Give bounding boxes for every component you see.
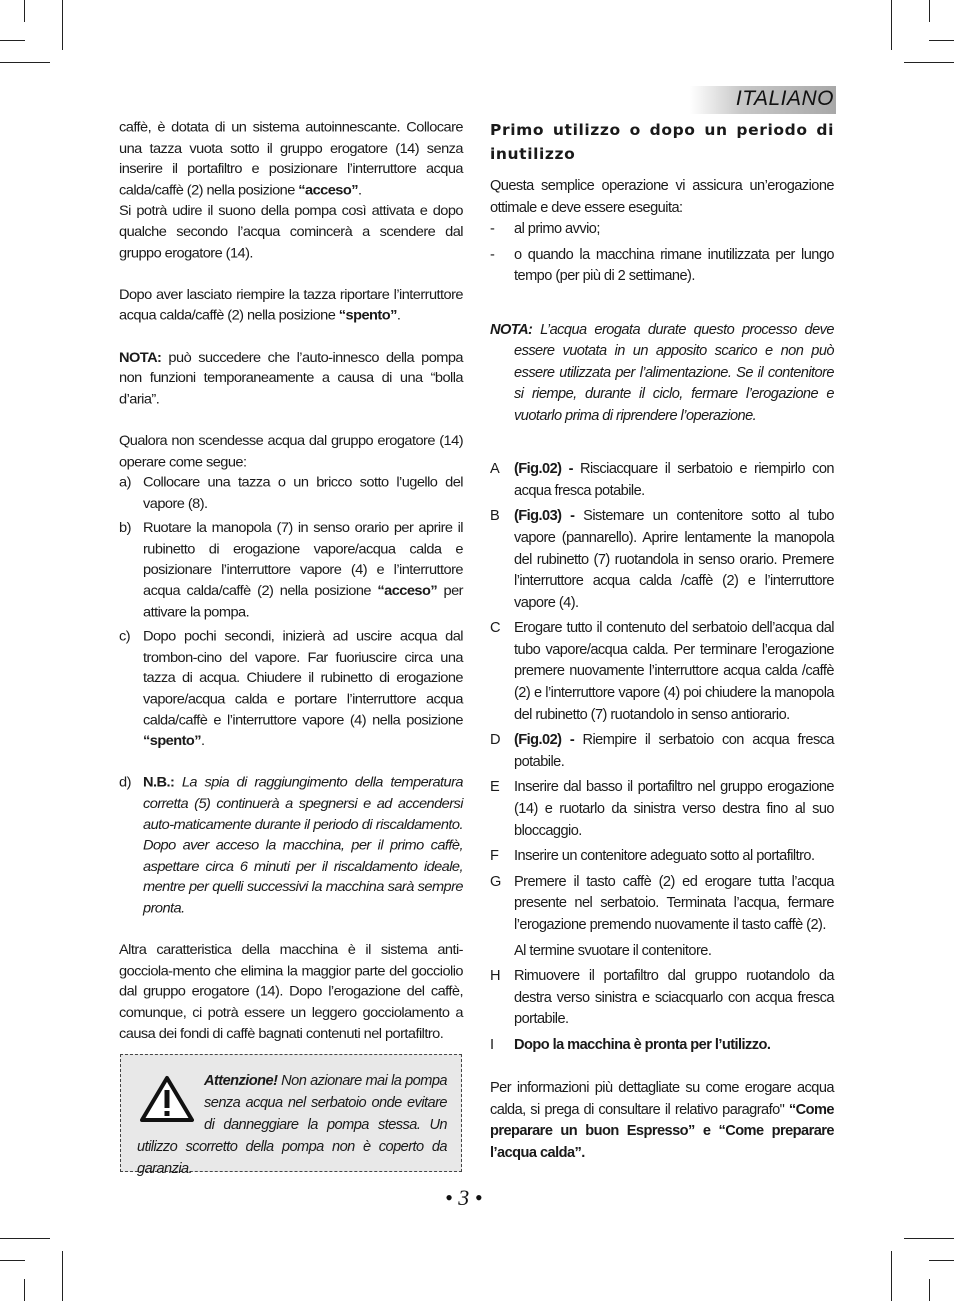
paragraph-intro: caffè, è dotata di un sistema autoinnescante. Collocare una tazza vuota sotto il gruppo erogatore (14) senza inserire il portafiltro e posizionare l’interruttore acqua calda/caffè (2) nella posizione “acceso”.	[119, 119, 463, 199]
section-heading: Primo utilizzo o dopo un periodo di inutilizzo	[490, 121, 834, 163]
step-item: E Inserire dal basso il portafiltro nel gruppo erogazione (14) e ruotarlo da sinistra verso destra fino al suo bloccaggio.	[490, 779, 834, 839]
bullet-item: - al primo avvio;	[490, 221, 600, 238]
left-column	[119, 118, 463, 1045]
paragraph-intro-right: Questa semplice operazione vi assicura un’erogazione ottimale e deve essere eseguita:	[490, 178, 834, 216]
step-item: A (Fig.02) - Risciacquare il serbatoio e riempirlo con acqua fresca potabile.	[490, 461, 834, 499]
note-air-bubble: NOTA: può succedere che l’auto-innesco della pompa non funzioni temporaneamente a causa di una “bolla d’aria”.	[119, 349, 463, 408]
step-item: H Rimuovere il portafiltro dal gruppo ruotandolo da destra verso sinistra e sciacquarlo con acqua fresca portabile.	[490, 968, 834, 1028]
step-item: B (Fig.03) - Sistemare un contenitore sotto al tubo vapore (pannarello). Aprire lentamente la manopola del rubinetto (7) ruotandola in senso orario. Premere l’interruttore acqua calda /caffè (2) e l’interruttore vapore (4).	[490, 508, 834, 611]
warning-triangle-icon	[140, 1075, 194, 1123]
list-item: a) Collocare una tazza o un bricco sotto l’ugello del vapore (8).	[119, 475, 463, 512]
step-item: G Premere il tasto caffè (2) ed erogare tutta l’acqua presente nel serbatoio. Terminata l’acqua, fermare l’erogazione premendo nuovamente il tasto caffè (2). Al termine svuotare il contenitore.	[490, 873, 834, 959]
step-item: I Dopo la macchina è pronta per l’utilizzo.	[490, 1036, 771, 1053]
step-item: F Inserire un contenitore adeguato sotto al portafiltro.	[490, 848, 815, 865]
list-item: c) Dopo pochi secondi, inizierà ad uscire acqua dal trombon-cino del vapore. Far fuoriuscire circa una tazza di acqua. Chiudere il rubinetto di erogazione vapore/acqua calda e portare l’interruttore acqua calda/caffè e l’interruttore vapore (4) nella posizione “spento”.	[119, 629, 463, 750]
paragraph-more-info: Per informazioni più dettagliate su come erogare acqua calda, si prega di consultare il relativo paragrafo" “Come preparare un buon Espresso” e “Come preparare l’acqua calda”.	[490, 1080, 834, 1161]
warning-text: Attenzione! Non azionare mai la pompa senza acqua nel serbatoio onde evitare di danneggiare la pompa stessa. Un utilizzo scorretto della pompa non è coperto da garanzia.	[137, 1073, 447, 1177]
bullet-item: - o quando la macchina rimane inutilizzata per lungo tempo (per più di 2 settimane).	[490, 246, 834, 285]
note-water: NOTA: L’acqua erogata durate questo processo deve essere vuotata in un apposito scarico e non può essere utilizzata per l’alimentazione. Se il contenitore si riempe, durante il ciclo, fermare l’erogazione e vuotarlo prima di riprendere l’operazione.	[490, 321, 834, 424]
paragraph-anti-drip: Altra caratteristica della macchina è il sistema anti-gocciola-mento che elimina la maggior parte del gocciolio dal gruppo erogatore (14). Dopo l’erogazione del caffè, comunque, ci potrà essere un leggero gocciolamento a causa dei fondi di caffè bagnati contenuti nel portafiltro.	[119, 942, 463, 1042]
step-item: D (Fig.02) - Riempire il serbatoio con acqua fresca potabile.	[490, 732, 834, 770]
warning-box	[120, 1054, 462, 1177]
step-item: C Erogare tutto il contenuto del serbatoio dell’acqua dal tubo vapore/acqua calda. Per terminare l’erogazione premere nuovamente l’interruttore acqua calda /caffè (2) e l’interruttore vapore (4) poi chiudere la manopola del rubinetto (7) ruotandolo in senso antiorario.	[490, 620, 834, 723]
language-label: ITALIANO	[735, 87, 834, 110]
page-number: • 3 •	[445, 1185, 483, 1210]
list-item: d) N.B.: La spia di raggiungimento della temperatura corretta (5) continuerà a spegnersi e ad accendersi auto-maticamente durante il periodo di riscaldamento. Dopo aver acceso la macchina, per il primo caffè, aspettare circa 6 minuti per il riscaldamento ideale, mentre per quelli successivi la macchina sarà sempre pronta.	[119, 775, 463, 917]
paragraph-no-water: Qualora non scendesse acqua dal gruppo erogatore (14) operare come segue:	[119, 433, 463, 470]
paragraph-fill-cup: Dopo aver lasciato riempire la tazza riportare l’interruttore acqua calda/caffè (2) nella posizione “spento”.	[119, 287, 463, 324]
right-column	[490, 118, 834, 1165]
paragraph-pump-sound: Si potrà udire il suono della pompa così attivata e dopo qualche secondo l’acqua comincerà a scendere dal gruppo erogatore (14).	[119, 203, 463, 261]
list-item: b) Ruotare la manopola (7) in senso orario per aprire il rubinetto di erogazione vapore/acqua calda e posizionare l’interruttore vapore (4) e l’interruttore acqua calda/caffè (2) nella posizione “acceso” per attivare la pompa.	[119, 520, 463, 620]
first-use-steps	[490, 459, 834, 1056]
language-tab	[690, 86, 836, 114]
